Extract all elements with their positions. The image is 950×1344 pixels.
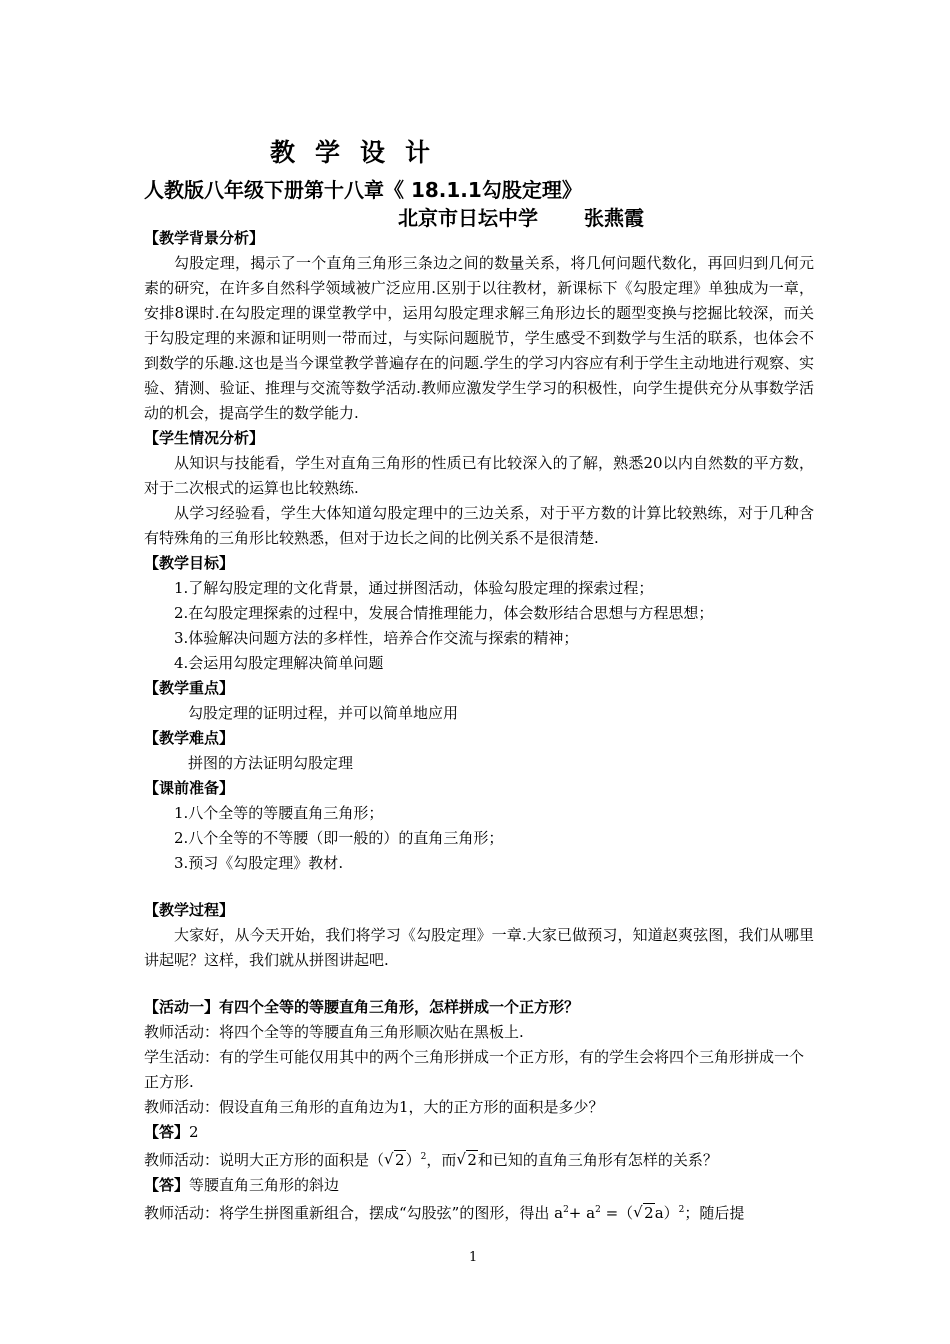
radicand: 2 — [467, 1151, 477, 1169]
answer-1 — [144, 1120, 814, 1145]
goal-item: 4.会运用勾股定理解决简单问题 — [174, 654, 384, 672]
students-paragraph-1: 从知识与技能看，学生对直角三角形的性质已有比较深入的了解，熟悉20以内自然数的平方数，对于二次根式的运算也比较熟练. — [144, 454, 814, 497]
sqrt-expression — [633, 1201, 655, 1226]
author-name: 张燕霞 — [584, 206, 644, 230]
section-heading-process: 【教学过程】 — [144, 901, 235, 919]
section-heading-difficulty: 【教学难点】 — [144, 729, 235, 747]
sqrt-expression — [384, 1148, 406, 1173]
text-run: + a — [568, 1204, 596, 1222]
sqrt-expression — [456, 1148, 478, 1173]
text-run: ） — [405, 1151, 421, 1169]
student-activity: 学生活动：有的学生可能仅用其中的两个三角形拼成一个正方形，有的学生会将四个三角形拼成一个正方形. — [144, 1048, 805, 1091]
activity-title: 有四个全等的等腰直角三角形，怎样拼成一个正方形？ — [219, 998, 580, 1016]
answer-label: 【答】 — [144, 1123, 190, 1141]
exponent: 2 — [595, 1205, 601, 1215]
exponent: 2 — [678, 1205, 685, 1215]
prep-item: 2.八个全等的不等腰（即一般的）的直角三角形； — [174, 829, 504, 847]
answer-label: 【答】 — [144, 1176, 190, 1194]
goal-item: 1.了解勾股定理的文化背景，通过拼图活动，体验勾股定理的探索过程； — [174, 579, 654, 597]
doc-title: 教学设计 — [270, 138, 451, 167]
section-heading-prep: 【课前准备】 — [144, 779, 235, 797]
difficulty-text: 拼图的方法证明勾股定理 — [188, 754, 354, 772]
school-name: 北京市日坛中学 — [398, 206, 538, 230]
page-number: 1 — [469, 1250, 478, 1265]
text-run: ，而 — [426, 1151, 457, 1169]
text-run: =（ — [600, 1204, 634, 1222]
teacher-activity-3 — [144, 1145, 814, 1173]
radicand: 2 — [395, 1151, 405, 1169]
teacher-activity-4 — [144, 1198, 814, 1226]
process-intro: 大家好，从今天开始，我们将学习《勾股定理》一章.大家已做预习，知道赵爽弦图，我们从哪里讲起呢？这样，我们就从拼图讲起吧. — [144, 926, 814, 969]
section-heading-goals: 【教学目标】 — [144, 554, 235, 572]
teacher-activity-2: 教师活动：假设直角三角形的直角边为1，大的正方形的面积是多少？ — [144, 1098, 604, 1116]
answer-text: 等腰直角三角形的斜边 — [189, 1176, 340, 1194]
text-run: a） — [654, 1204, 679, 1222]
document-body — [144, 226, 814, 1226]
doc-subtitle: 人教版八年级下册第十八章《 18.1.1勾股定理》 — [144, 178, 582, 202]
text-run: ；随后提 — [684, 1204, 745, 1222]
activity-label: 【活动一】 — [144, 998, 220, 1016]
prep-item: 1.八个全等的等腰直角三角形； — [174, 804, 384, 822]
focus-text: 勾股定理的证明过程，并可以简单地应用 — [188, 704, 459, 722]
section-heading-students: 【学生情况分析】 — [144, 429, 265, 447]
goal-item: 2.在勾股定理探索的过程中，发展合情推理能力，体会数形结合思想与方程思想； — [174, 604, 714, 622]
exponent: 2 — [420, 1152, 427, 1162]
text-run: 教师活动：将学生拼图重新组合，摆成“勾股弦”的图形，得出 a — [144, 1204, 564, 1222]
teacher-activity-1: 教师活动：将四个全等的等腰直角三角形顺次贴在黑板上. — [144, 1023, 524, 1041]
answer-2 — [144, 1173, 814, 1198]
section-heading-background: 【教学背景分析】 — [144, 229, 265, 247]
activity-one-line — [144, 995, 814, 1020]
radicand: 2 — [644, 1204, 654, 1222]
prep-item: 3.预习《勾股定理》教材. — [174, 854, 344, 872]
students-paragraph-2: 从学习经验看，学生大体知道勾股定理中的三边关系，对于平方数的计算比较熟练，对于几种含有特殊角的三角形比较熟悉，但对于边长之间的比例关系不是很清楚. — [144, 504, 814, 547]
answer-text: 2 — [189, 1123, 199, 1141]
background-paragraph: 勾股定理，揭示了一个直角三角形三条边之间的数量关系，将几何问题代数化，再回归到几何元素的研究，在许多自然科学领域被广泛应用.区别于以往教材，新课标下《勾股定理》单独成为一章，安排8课时.在勾股定理的课堂教学中，运用勾股定理求解三角形边长的题型变换与挖掘比较深，而关于勾股定理的来源和证明则一带而过，与实际问题脱节，学生感受不到数学与生活的联系，也体会不到数学的乐趣.这也是当今课堂教学普遍存在的问题.学生的学习内容应有利于学生主动地进行观察、实验、猜测、验证、推理与交流等数学活动.教师应激发学生学习的积极性，向学生提供充分从事数学活动的机会，提高学生的数学能力. — [144, 254, 814, 422]
text-run: 和已知的直角三角形有怎样的关系？ — [477, 1151, 718, 1169]
text-run: 教师活动：说明大正方形的面积是（ — [144, 1151, 385, 1169]
section-heading-focus: 【教学重点】 — [144, 679, 235, 697]
goal-item: 3.体验解决问题方法的多样性，培养合作交流与探索的精神； — [174, 629, 579, 647]
exponent: 2 — [563, 1205, 569, 1215]
